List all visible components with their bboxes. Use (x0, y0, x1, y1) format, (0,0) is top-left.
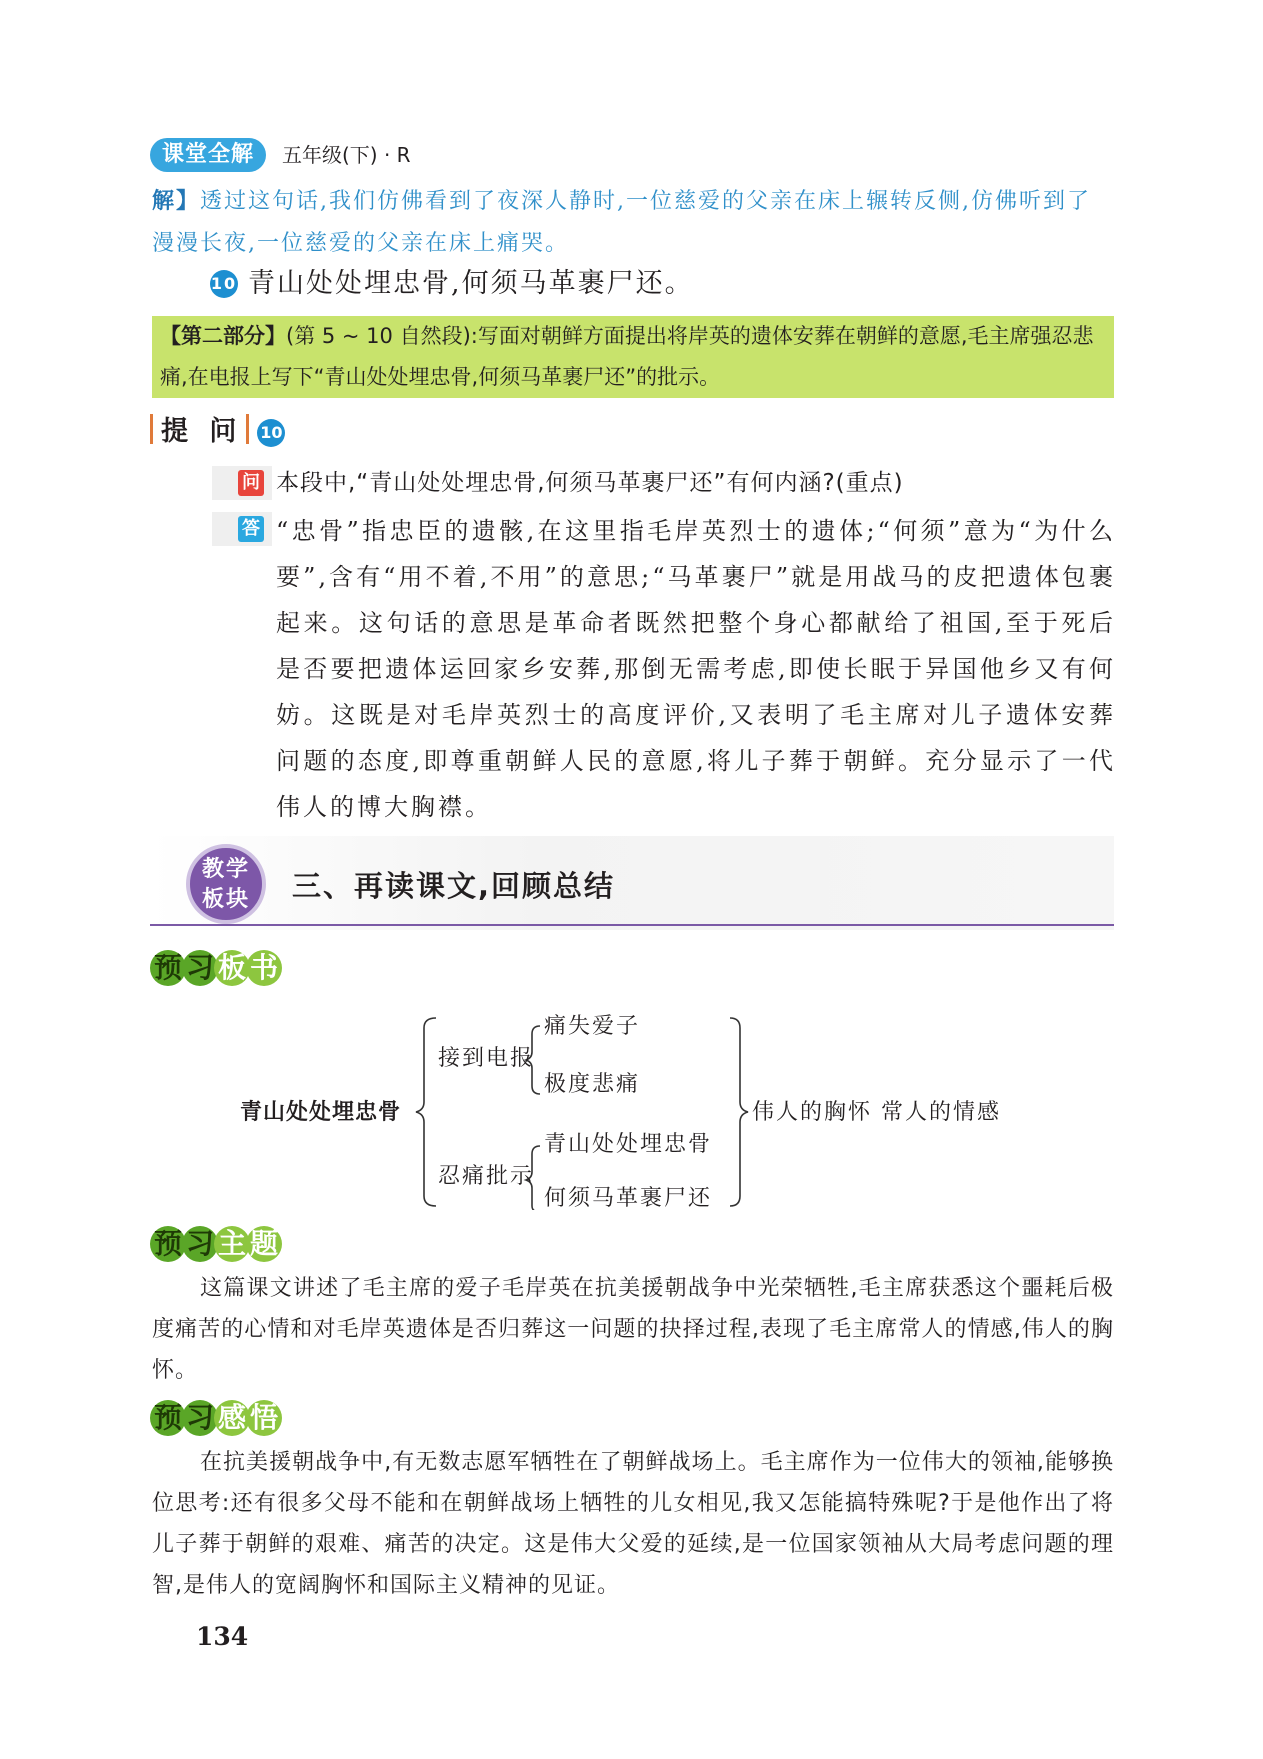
quote-text: 青山处处埋忠骨,何须马革裹尸还。 (248, 268, 694, 299)
ask-title: 提 问 (161, 416, 243, 447)
quote-number-icon: 10 (210, 270, 238, 298)
ask-bar-left (150, 414, 153, 444)
theme-heading-char: 习 (182, 1226, 218, 1262)
theme-heading-char: 题 (246, 1226, 282, 1262)
explanation-text: 透过这句话,我们仿佛看到了夜深人静时,一位慈爱的父亲在床上辗转反侧,仿佛听到了漫漫长夜,一位慈爱的父亲在床上痛哭。 (152, 189, 1091, 256)
main-brace-left (416, 1018, 436, 1206)
explanation-note (152, 180, 1112, 265)
insight-text: 在抗美援朝战争中,有无数志愿军牺牲在了朝鲜战场上。毛主席作为一位伟大的领袖,能够换位思考:还有很多父母不能和在朝鲜战场上牺牲的儿女相见,我又怎能搞特殊呢?于是他作出了将儿子葬于朝鲜的艰难、痛苦的决定。这是伟大父爱的延续,是一位国家领袖从大局考虑问题的理智,是伟人的宽阔胸怀和国际主义精神的见证。 (152, 1450, 1114, 1598)
board-heading-char: 预 (150, 950, 186, 986)
explanation-tag: 解】 (152, 188, 201, 214)
insight-heading-char: 习 (182, 1400, 218, 1436)
board-diagram (240, 1010, 1060, 1210)
board-heading-char: 书 (246, 950, 282, 986)
insight-heading-char: 悟 (246, 1400, 282, 1436)
board-root: 青山处处埋忠骨 (240, 1100, 402, 1125)
main-brace-right (730, 1018, 748, 1206)
theme-heading (150, 1226, 278, 1262)
section-badge-line1: 教学 (201, 857, 250, 882)
question-text: 本段中,“青山处处埋忠骨,何须马革裹尸还”有何内涵?(重点) (276, 470, 904, 496)
board-heading-char: 习 (182, 950, 218, 986)
theme-heading-char: 预 (150, 1226, 186, 1262)
theme-text: 这篇课文讲述了毛主席的爱子毛岸英在抗美援朝战争中光荣牺牲,毛主席获悉这个噩耗后极度痛苦的心情和对毛岸英遗体是否归葬这一问题的抉择过程,表现了毛主席常人的情感,伟人的胸怀。 (152, 1276, 1114, 1383)
brand-badge: 课堂全解 (150, 138, 266, 172)
board-heading-char: 板 (214, 950, 250, 986)
board-branch2: 忍痛批示 (438, 1164, 535, 1189)
page-number: 134 (196, 1622, 249, 1651)
question-icon: 问 (238, 470, 264, 496)
board-heading (150, 950, 278, 986)
insight-heading-char: 感 (214, 1400, 250, 1436)
board-conclusion: 伟人的胸怀 常人的情感 (752, 1100, 1001, 1125)
board-branch1: 接到电报 (438, 1046, 535, 1071)
insight-heading-char: 预 (150, 1400, 186, 1436)
grade-label: 五年级(下) · R (282, 143, 411, 167)
section-underline (150, 924, 1114, 926)
theme-heading-char: 主 (214, 1226, 250, 1262)
part-two-label: 【第二部分】 (160, 324, 286, 348)
board-branch1-item: 痛失爱子 (544, 1014, 641, 1039)
insight-heading (150, 1400, 278, 1436)
answer-text: “忠骨”指忠臣的遗骸,在这里指毛岸英烈士的遗体;“何须”意为“为什么要”,含有“用不着,不用”的意思;“马革裹尸”就是用战马的皮把遗体包裹起来。这句话的意思是革命者既然把整个身心都献给了祖国,至于死后是否要把遗体运回家乡安葬,那倒无需考虑,即使长眠于异国他乡又有何妨。这既是对毛岸英烈士的高度评价,又表明了毛主席对儿子遗体安葬问题的态度,即尊重朝鲜人民的意愿,将儿子葬于朝鲜。充分显示了一代伟人的博大胸襟。 (276, 517, 1116, 821)
section-badge (186, 844, 266, 924)
ask-heading (150, 412, 295, 452)
ask-bar-right (246, 414, 249, 444)
section-badge-line2: 板块 (201, 887, 250, 912)
board-branch2-item: 何须马革裹尸还 (544, 1186, 713, 1211)
part-two-text: (第 5 ~ 10 自然段):写面对朝鲜方面提出将岸英的遗体安葬在朝鲜的意愿,毛主席强忍悲痛,在电报上写下“青山处处埋忠骨,何须马革裹尸还”的批示。 (160, 324, 1094, 389)
board-branch2-item: 青山处处埋忠骨 (544, 1132, 713, 1157)
section-title: 三、再读课文,回顾总结 (292, 869, 616, 903)
ask-number-icon: 10 (257, 419, 285, 447)
answer-icon: 答 (238, 516, 264, 542)
board-branch1-item: 极度悲痛 (544, 1072, 641, 1097)
part-two-summary (152, 316, 1114, 398)
quote-line (210, 264, 694, 304)
